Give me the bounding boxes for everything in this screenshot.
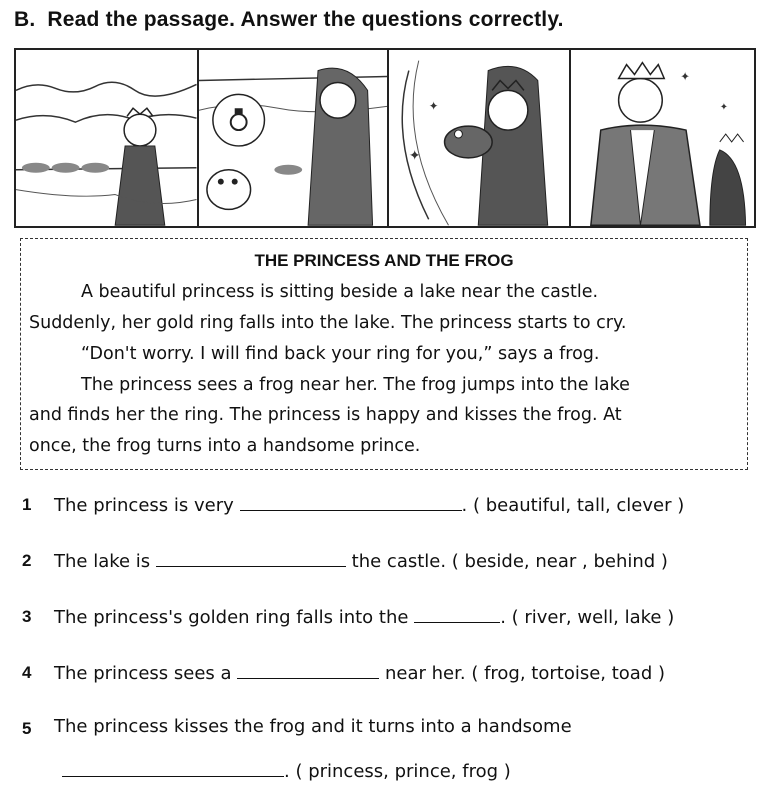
section-instruction: Read the passage. Answer the questions correctly. (47, 8, 564, 31)
question-4-number: 4 (22, 663, 32, 682)
question-1-blank[interactable] (240, 492, 462, 511)
question-1-options: . ( beautiful, tall, clever ) (461, 495, 685, 516)
section-letter: B. (14, 8, 36, 31)
question-3-text: The princess's golden ring falls into the (54, 607, 409, 628)
question-5-line-2 (62, 758, 511, 782)
question-1-text: The princess is very (54, 495, 234, 516)
question-2-options: the castle. ( beside, near , behind ) (351, 551, 668, 572)
question-2-blank[interactable] (156, 548, 346, 567)
question-5-blank[interactable] (62, 758, 284, 777)
question-2 (54, 548, 668, 572)
passage-title: THE PRINCESS AND THE FROG (254, 251, 514, 270)
panel-prince (571, 50, 754, 226)
passage-line-6: once, the frog turns into a handsome prince. (29, 436, 421, 456)
question-5-line-1 (54, 716, 572, 737)
question-3-blank[interactable] (414, 604, 500, 623)
question-5-text: The princess kisses the frog and it turns into a handsome (54, 716, 572, 737)
question-1 (54, 492, 684, 516)
question-4-blank[interactable] (237, 660, 379, 679)
svg-text:✦: ✦ (408, 147, 421, 164)
passage-line-5: and finds her the ring. The princess is happy and kisses the frog. At (29, 405, 622, 425)
question-5-number: 5 (22, 719, 32, 738)
svg-text:✦: ✦ (428, 99, 439, 114)
question-1-number: 1 (22, 495, 32, 514)
panel-princess-by-lake (16, 50, 199, 226)
question-3-number: 3 (22, 607, 32, 626)
question-5-options: . ( princess, prince, frog ) (284, 761, 511, 782)
passage-line-1: A beautiful princess is sitting beside a lake near the castle. (81, 282, 599, 302)
section-heading (14, 8, 564, 32)
princess-kisses-frog-drawing (389, 50, 570, 226)
passage-line-2: Suddenly, her gold ring falls into the lake. The princess starts to cry. (29, 313, 627, 333)
passage-line-3: “Don't worry. I will find back your ring for you,” says a frog. (81, 344, 600, 364)
panel-princess-kisses-frog (389, 50, 572, 226)
question-4 (54, 660, 665, 684)
svg-text:✦: ✦ (680, 69, 691, 84)
svg-text:✦: ✦ (720, 102, 729, 114)
question-3 (54, 604, 674, 628)
passage-line-4: The princess sees a frog near her. The frog jumps into the lake (81, 375, 630, 395)
princess-by-lake-drawing (16, 50, 197, 226)
ring-and-frog-drawing (199, 50, 387, 226)
question-3-options: . ( river, well, lake ) (500, 607, 675, 628)
comic-strip (14, 48, 756, 228)
question-4-options: near her. ( frog, tortoise, toad ) (385, 663, 665, 684)
prince-drawing (571, 50, 754, 226)
question-2-number: 2 (22, 551, 32, 570)
passage-box (20, 238, 748, 470)
panel-ring-and-frog (199, 50, 389, 226)
question-2-text: The lake is (54, 551, 151, 572)
question-4-text: The princess sees a (54, 663, 232, 684)
